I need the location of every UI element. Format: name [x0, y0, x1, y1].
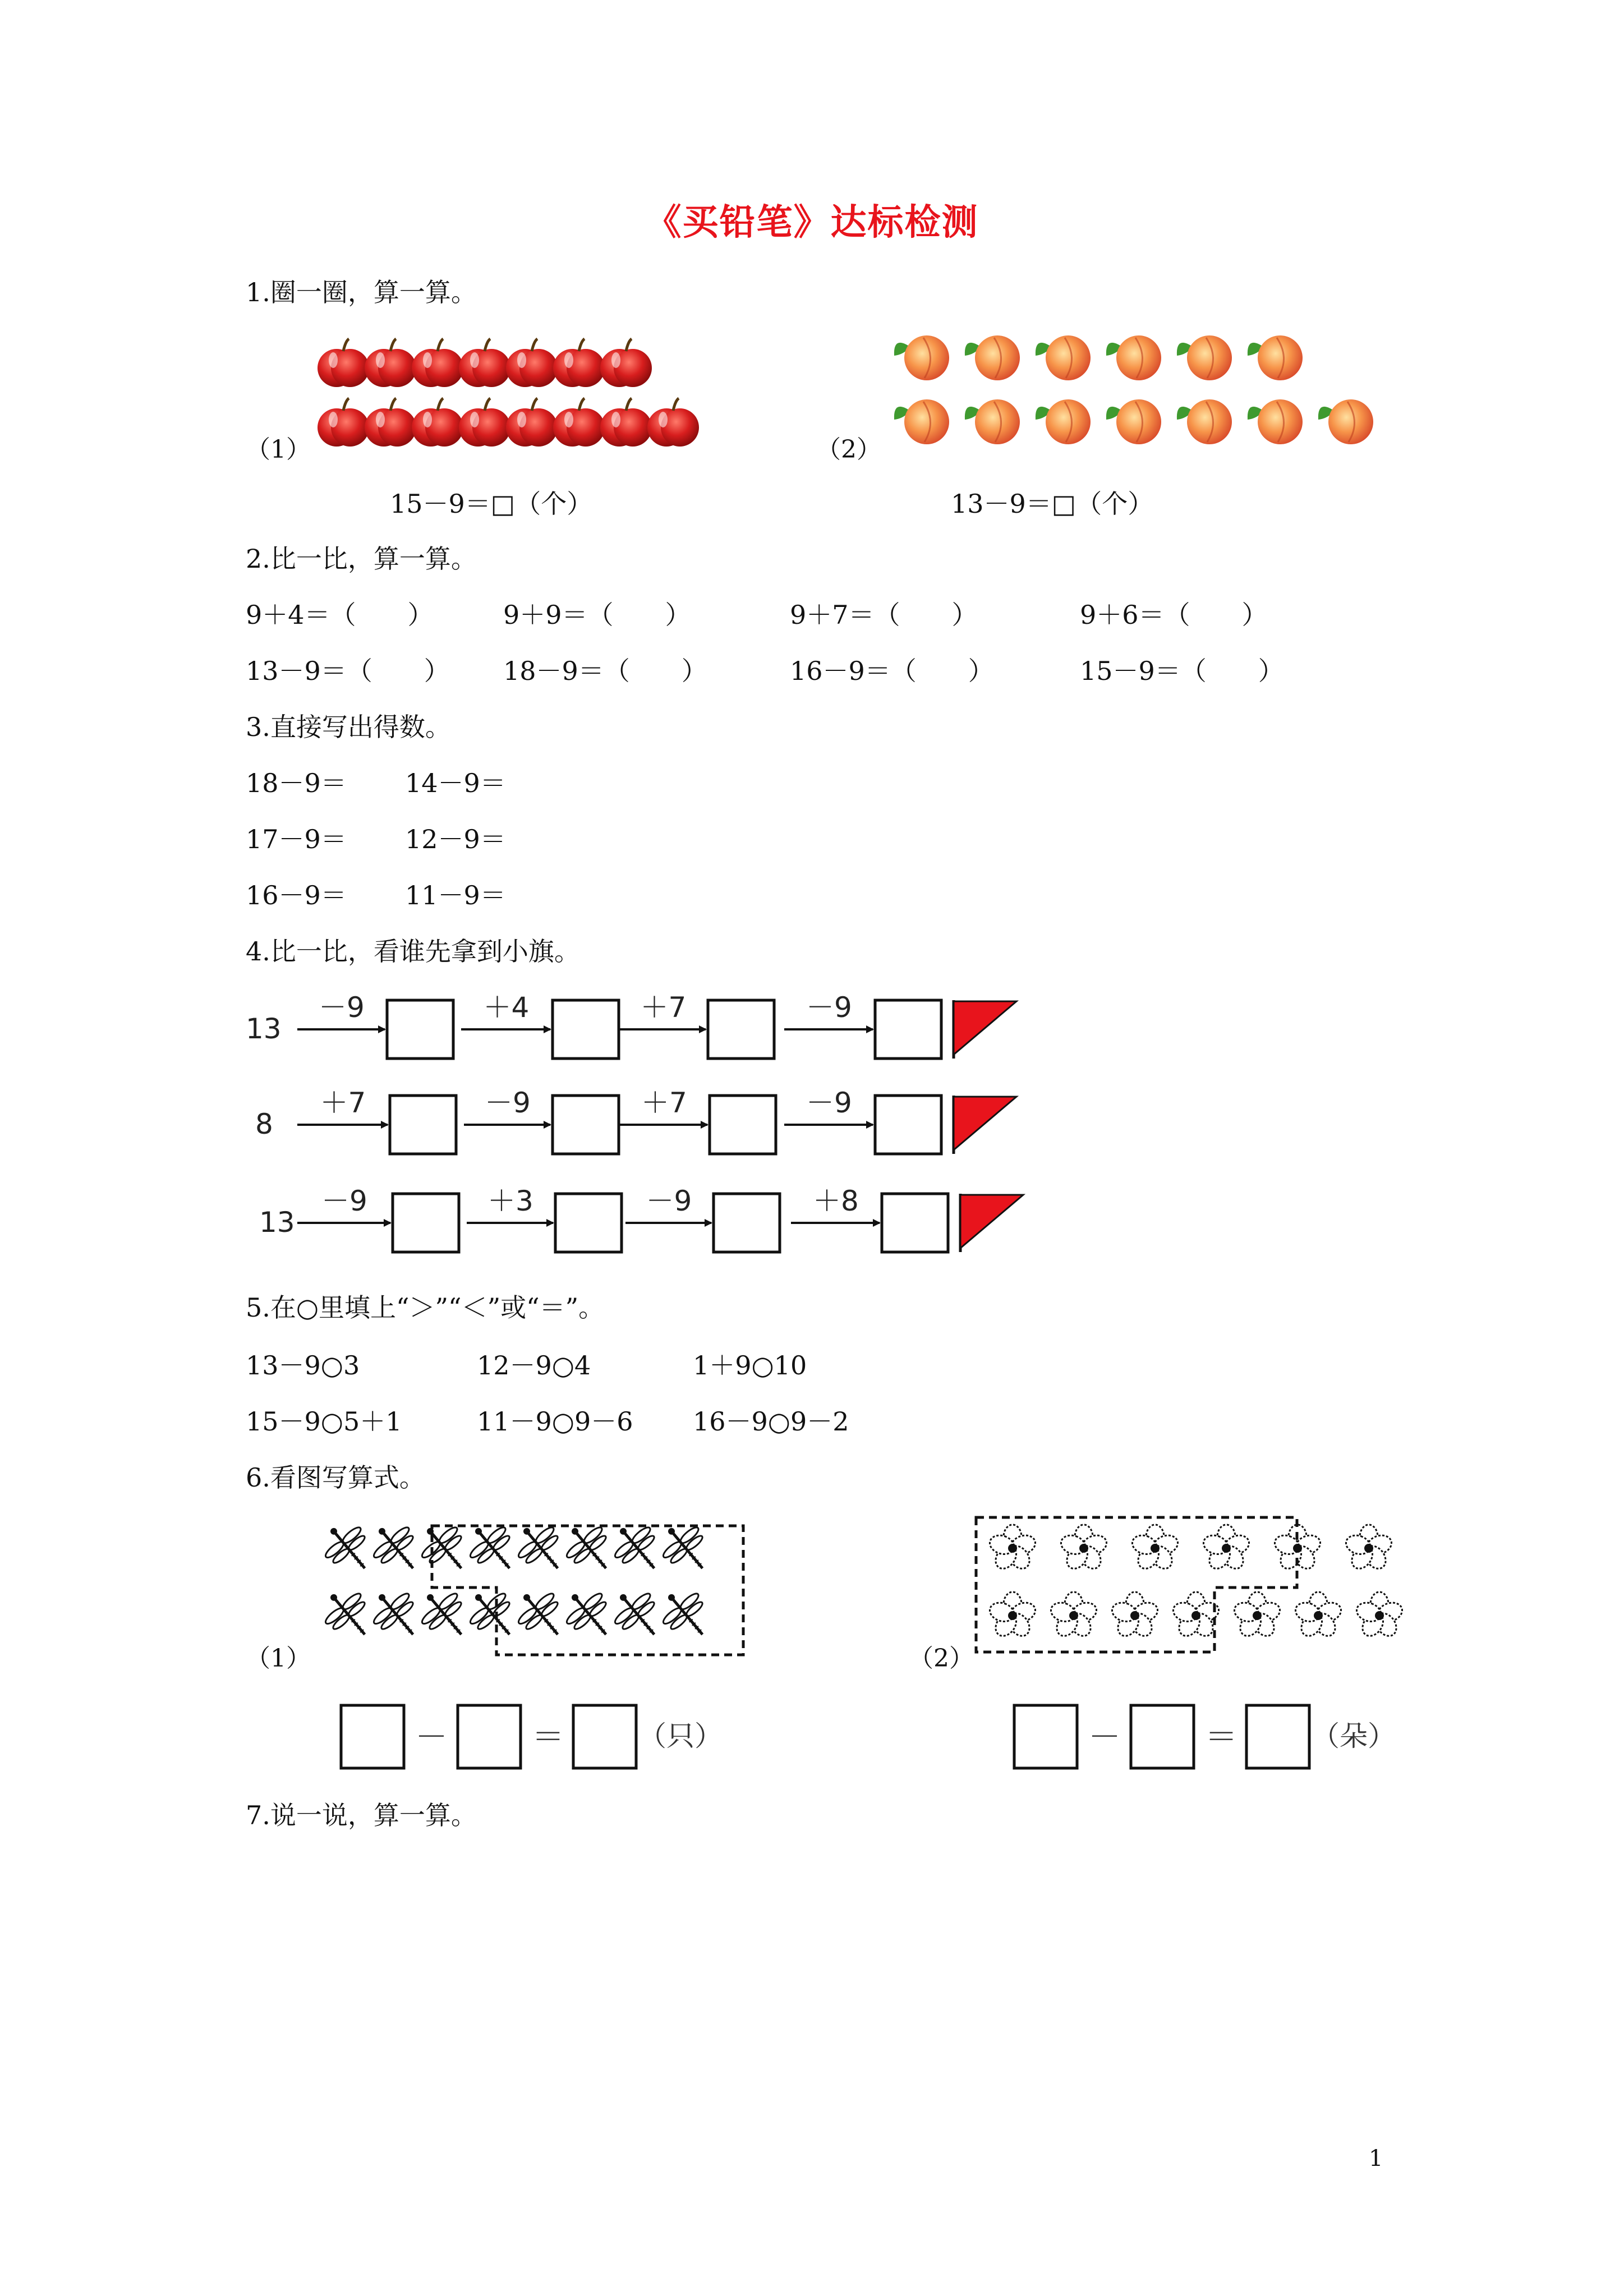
apples-group	[318, 339, 699, 447]
answer-box[interactable]	[573, 1705, 636, 1768]
apple-icon	[459, 398, 510, 447]
answer-box[interactable]	[390, 1096, 456, 1154]
chain-operation: ＋7	[641, 1087, 687, 1119]
answer-box[interactable]	[882, 1194, 948, 1252]
chain-operation: －9	[806, 1087, 852, 1119]
chain-operation: ＋4	[483, 991, 530, 1024]
apple-icon	[553, 398, 605, 447]
chain-start-number: 13	[246, 1013, 282, 1045]
q2-r1-c3: 9＋7＝（ ）	[790, 600, 978, 630]
flower-icon	[1354, 1592, 1405, 1640]
q2-r1-c1: 9＋4＝（ ）	[246, 600, 434, 630]
chain-operation: －9	[485, 1087, 531, 1119]
dragonfly-icon	[459, 1581, 527, 1649]
dragonfly-icon	[556, 1581, 623, 1649]
q5-r2-c2: 11－9○9－6	[477, 1406, 633, 1437]
q6-part2-label: （2）	[909, 1644, 974, 1673]
page-title: 《买铅笔》达标检测	[645, 201, 979, 243]
dragonfly-icon	[363, 1581, 430, 1649]
apple-icon	[365, 339, 416, 387]
q5-r2-c3: 16－9○9－2	[693, 1406, 849, 1437]
q4-heading: 4.比一比，看谁先拿到小旗。	[246, 936, 580, 967]
q3-r2-c1: 17－9＝	[246, 824, 347, 854]
peach-icon	[1106, 399, 1161, 444]
peach-icon	[894, 399, 949, 444]
flower-icon	[1293, 1592, 1344, 1640]
answer-box[interactable]	[714, 1194, 780, 1252]
chain-operation: ＋7	[640, 991, 687, 1024]
flowers-group	[976, 1517, 1405, 1652]
answer-box[interactable]	[875, 1096, 941, 1154]
peach-icon	[1106, 335, 1161, 380]
chain-operation: ＋3	[487, 1185, 533, 1217]
flower-icon	[1130, 1525, 1180, 1572]
peach-icon	[894, 335, 949, 380]
chain-operation: －9	[646, 1185, 692, 1217]
chain-operation: ＋8	[813, 1185, 859, 1217]
apple-icon	[647, 398, 699, 447]
peach-icon	[1177, 335, 1232, 380]
answer-box[interactable]	[1246, 1705, 1309, 1768]
peach-icon	[965, 335, 1020, 380]
peach-icon	[1036, 399, 1091, 444]
answer-box[interactable]	[875, 1000, 941, 1059]
q3-r1-c1: 18－9＝	[246, 768, 347, 798]
peach-icon	[1036, 335, 1091, 380]
dragonfly-icon	[652, 1581, 720, 1649]
flag-chain-row	[246, 991, 1016, 1059]
chain-operation: －9	[806, 991, 852, 1024]
answer-box[interactable]	[458, 1705, 521, 1768]
q3-r3-c2: 11－9＝	[405, 880, 506, 910]
q5-r1-c3: 1＋9○10	[693, 1350, 807, 1381]
apple-icon	[318, 398, 369, 447]
q6-part1-label: （1）	[246, 1644, 311, 1673]
flower-icon	[987, 1592, 1038, 1640]
minus-sign: －	[1088, 1718, 1121, 1756]
flower-icon	[987, 1525, 1038, 1572]
flag-chains	[246, 991, 1023, 1252]
minus-sign: －	[415, 1718, 448, 1756]
q3-heading: 3.直接写出得数。	[246, 712, 451, 742]
dragonfly-icon	[604, 1581, 671, 1649]
q2-heading: 2.比一比，算一算。	[246, 544, 477, 574]
peach-icon	[1177, 399, 1232, 444]
dragonfly-icon	[315, 1581, 382, 1649]
chain-operation: －9	[319, 991, 365, 1024]
unit-label: （朵）	[1312, 1720, 1396, 1752]
peach-icon	[1318, 399, 1373, 444]
flower-icon	[1048, 1592, 1099, 1640]
peach-icon	[1248, 399, 1303, 444]
q2-r1-c4: 9＋6＝（ ）	[1080, 600, 1268, 630]
answer-box[interactable]	[555, 1194, 622, 1252]
q1-equation-2: 13－9＝□（个）	[951, 489, 1154, 519]
dragonfly-icon	[315, 1515, 382, 1583]
q2-r2-c2: 18－9＝（ ）	[503, 656, 707, 686]
flag-icon	[954, 1097, 1016, 1150]
dragonfly-icon	[411, 1515, 479, 1583]
dragonfly-icon	[411, 1581, 479, 1649]
apple-icon	[600, 398, 652, 447]
dragonfly-icon	[508, 1581, 575, 1649]
apple-icon	[506, 398, 558, 447]
apple-icon	[506, 339, 558, 387]
q2-r2-c4: 15－9＝（ ）	[1080, 656, 1284, 686]
q1-part2-label: （2）	[816, 435, 881, 464]
page-number: 1	[1369, 2146, 1383, 2171]
q6-equation-row	[1014, 1705, 1396, 1768]
flag-chain-row	[259, 1185, 1023, 1252]
q2-r2-c1: 13－9＝（ ）	[246, 656, 450, 686]
answer-box[interactable]	[553, 1096, 619, 1154]
chain-start-number: 13	[259, 1206, 295, 1239]
equals-sign: ＝	[1205, 1718, 1238, 1756]
flower-icon	[1201, 1525, 1252, 1572]
apple-icon	[412, 398, 463, 447]
apple-icon	[553, 339, 605, 387]
flower-icon	[1344, 1525, 1394, 1572]
chain-operation: ＋7	[320, 1087, 366, 1119]
answer-box[interactable]	[393, 1194, 459, 1252]
apple-icon	[412, 339, 463, 387]
q1-heading: 1.圈一圈，算一算。	[246, 277, 477, 307]
q3-r1-c2: 14－9＝	[405, 768, 506, 798]
chain-start-number: 8	[255, 1108, 273, 1140]
q2-r2-c3: 16－9＝（ ）	[790, 656, 994, 686]
apple-icon	[459, 339, 510, 387]
q2-r1-c2: 9＋9＝（ ）	[503, 600, 691, 630]
flag-icon	[954, 1001, 1016, 1055]
equals-sign: ＝	[532, 1718, 565, 1756]
flag-chain-row	[255, 1087, 1016, 1154]
unit-label: （只）	[638, 1720, 723, 1752]
peaches-group	[894, 335, 1373, 444]
apple-icon	[365, 398, 416, 447]
flag-icon	[960, 1195, 1023, 1248]
q6-equation-row	[341, 1705, 723, 1768]
q5-r1-c2: 12－9○4	[477, 1350, 591, 1381]
apple-icon	[318, 339, 369, 387]
q5-heading: 5.在○里填上“＞”“＜”或“＝”。	[246, 1292, 605, 1323]
q3-r3-c1: 16－9＝	[246, 880, 347, 910]
answer-box[interactable]	[553, 1000, 619, 1059]
q1-part1-label: （1）	[246, 435, 311, 464]
dragonflies-group	[315, 1515, 743, 1655]
q5-r1-c1: 13－9○3	[246, 1350, 360, 1381]
q6-equations	[341, 1705, 1396, 1768]
peach-icon	[1248, 335, 1303, 380]
flower-icon	[1110, 1592, 1160, 1640]
answer-box[interactable]	[710, 1096, 776, 1154]
q6-heading: 6.看图写算式。	[246, 1462, 425, 1493]
chain-operation: －9	[321, 1185, 367, 1217]
q5-r2-c1: 15－9○5＋1	[246, 1406, 402, 1437]
answer-box[interactable]	[387, 1000, 453, 1059]
flower-icon	[1232, 1592, 1282, 1640]
peach-icon	[965, 399, 1020, 444]
flower-icon	[1059, 1525, 1109, 1572]
answer-box[interactable]	[708, 1000, 774, 1059]
answer-box[interactable]	[1014, 1705, 1077, 1768]
dragonfly-icon	[363, 1515, 430, 1583]
q3-r2-c2: 12－9＝	[405, 824, 506, 854]
apple-icon	[600, 339, 652, 387]
answer-box[interactable]	[341, 1705, 404, 1768]
q1-equation-1: 15－9＝□（个）	[390, 489, 593, 519]
answer-box[interactable]	[1131, 1705, 1194, 1768]
q7-heading: 7.说一说，算一算。	[246, 1800, 477, 1830]
